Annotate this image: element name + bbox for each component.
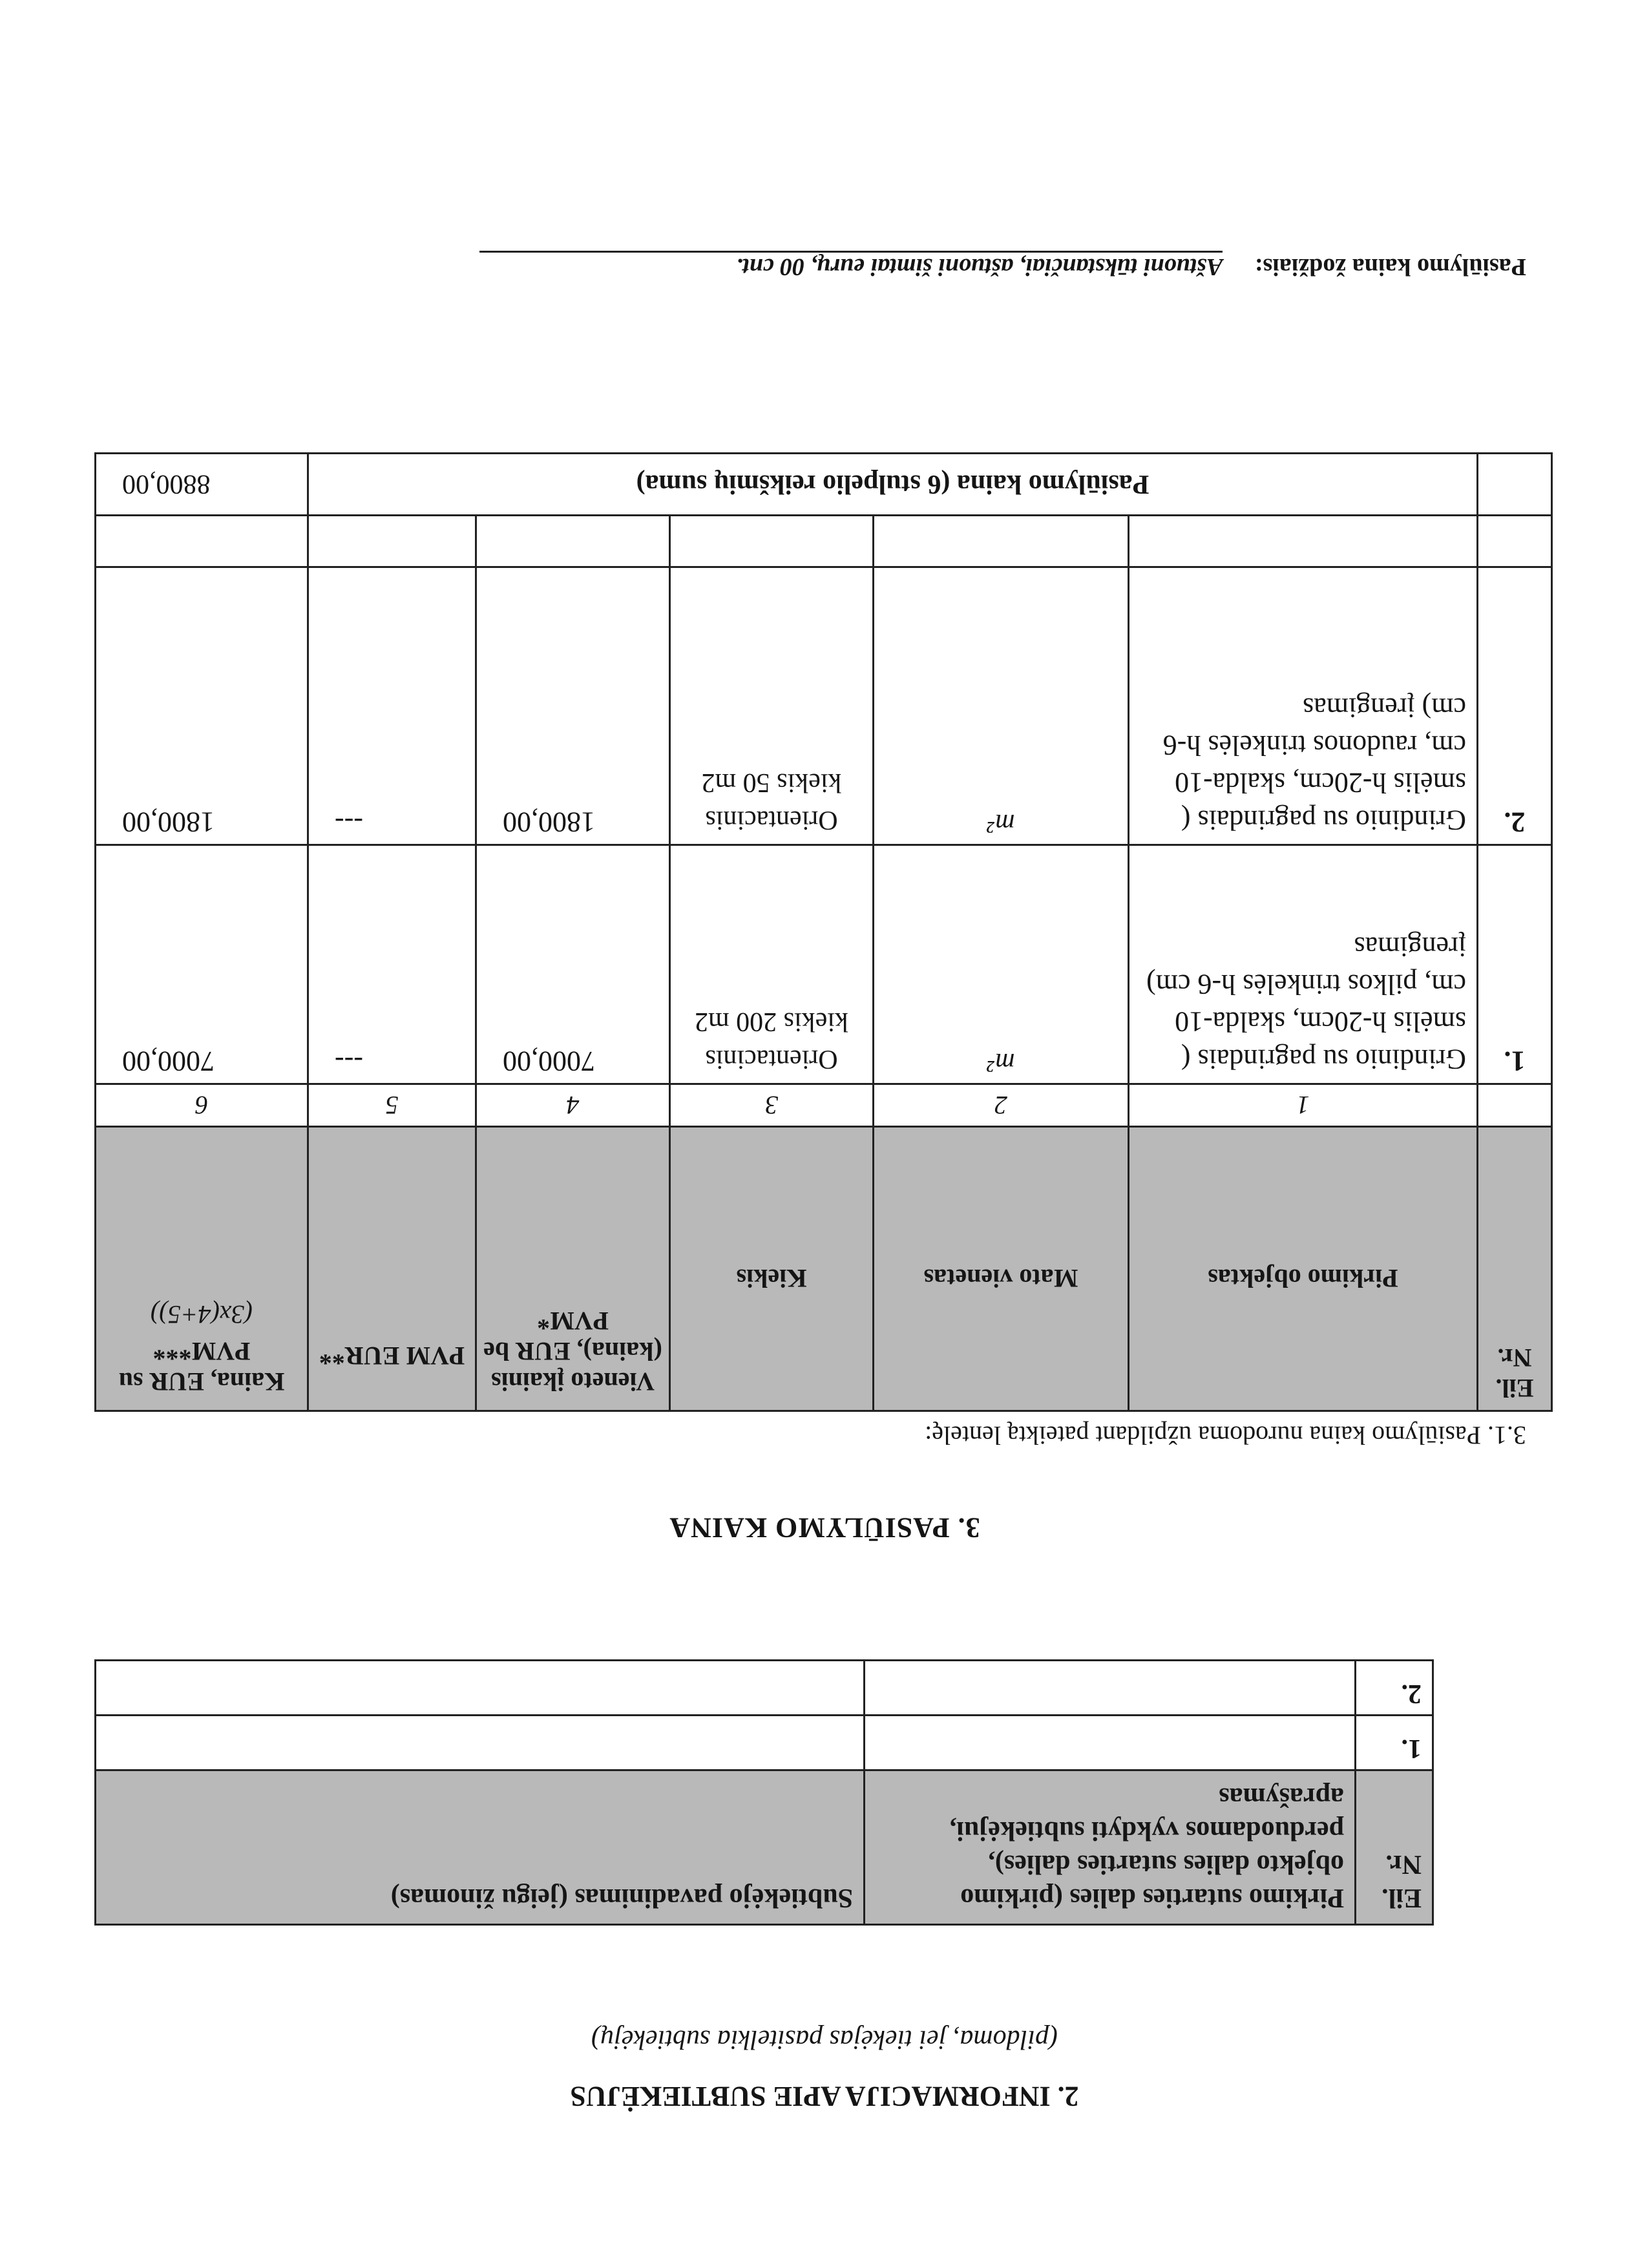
col-number: 1 <box>1129 1084 1478 1127</box>
price-in-words <box>105 251 1526 281</box>
sub-header-name: Subtiekėjo pavadinimas (jeigu žinomas) <box>96 1770 865 1925</box>
blank-cell <box>476 516 670 567</box>
blank-cell <box>1129 516 1478 567</box>
table-row <box>96 1661 1433 1716</box>
sub-header-part: Pirkimo sutarties dalies (pirkimo objekto dalies sutarties dalies), perduodamos vykdyti subtiekėjui, aprašymas <box>865 1770 1356 1925</box>
total-label: Pasiūlymo kaina (6 stulpelio reikšmių suma) <box>308 454 1478 516</box>
price-header-unit-price: Vieneto įkainis (kaina), EUR be PVM* <box>476 1127 670 1411</box>
price-words-label: Pasiūlymo kaina žodžiais: <box>1254 253 1526 280</box>
table-row <box>96 845 1552 1084</box>
blank-cell <box>96 516 308 567</box>
total-value: 8800,00 <box>96 454 308 516</box>
sub-row-name <box>96 1661 865 1716</box>
section2-title: 2. INFORMACIJA APIE SUBTIEKĖJUS <box>570 2081 1079 2112</box>
col-number: 5 <box>308 1084 476 1127</box>
row-nr: 1. <box>1478 845 1552 1084</box>
blank-cell <box>874 516 1129 567</box>
col-number: 6 <box>96 1084 308 1127</box>
col-number: 2 <box>874 1084 1129 1127</box>
price-header-price-cell <box>96 1127 308 1411</box>
row-unit: m² <box>874 845 1129 1084</box>
price-header-qty: Kiekis <box>670 1127 874 1411</box>
row-unit-price: 1800,00 <box>476 567 670 845</box>
sub-row-nr: 2. <box>1356 1661 1433 1716</box>
row-price: 1800,00 <box>96 567 308 845</box>
price-header-unit: Mato vienetas <box>874 1127 1129 1411</box>
sub-row-part <box>865 1661 1356 1716</box>
price-header-nr: Eil. Nr. <box>1478 1127 1552 1411</box>
row-vat: --- <box>308 567 476 845</box>
section3-subsection: 3.1. Pasiūlymo kaina nurodoma užpildant pateiktą lentelę: <box>925 1421 1526 1450</box>
blank-cell <box>670 516 874 567</box>
price-header-object: Pirkimo objektas <box>1129 1127 1478 1411</box>
price-header-vat: PVM EUR** <box>308 1127 476 1411</box>
price-table <box>94 452 1553 1412</box>
row-object: Grindinio su pagrindais ( smėlis h-20cm, skalda-10 cm, raudonos trinkelės h-6 cm) įrengimas <box>1129 567 1478 845</box>
col-number-blank <box>1478 1084 1552 1127</box>
sub-row-name <box>96 1716 865 1770</box>
row-price: 7000,00 <box>96 845 308 1084</box>
row-qty: Orientacinis kiekis 200 m2 <box>670 845 874 1084</box>
sub-row-nr: 1. <box>1356 1716 1433 1770</box>
row-nr: 2. <box>1478 567 1552 845</box>
price-header-formula: (3x(4+5)) <box>150 1300 253 1329</box>
blank-cell <box>1478 454 1552 516</box>
blank-cell <box>308 516 476 567</box>
section2-note: (pildoma, jei tiekėjas pasitelkia subtiekėjų) <box>591 2024 1058 2054</box>
sub-row-part <box>865 1716 1356 1770</box>
blank-cell <box>1478 516 1552 567</box>
row-qty: Orientacinis kiekis 50 m2 <box>670 567 874 845</box>
table-row <box>96 1716 1433 1770</box>
col-number: 3 <box>670 1084 874 1127</box>
row-unit: m² <box>874 567 1129 845</box>
row-unit-price: 7000,00 <box>476 845 670 1084</box>
table-row <box>96 567 1552 845</box>
sub-header-nr: Eil. Nr. <box>1356 1770 1433 1925</box>
row-vat: --- <box>308 845 476 1084</box>
section3-title: 3. PASIŪLYMO KAINA <box>669 1512 980 1544</box>
subcontractor-table <box>94 1659 1434 1926</box>
row-object: Grindinio su pagrindais ( smėlis h-20cm, skalda-10 cm, pilkos trinkelės h-6 cm) įrengimas <box>1129 845 1478 1084</box>
price-header-price: Kaina, EUR su PVM*** <box>118 1337 285 1396</box>
col-number: 4 <box>476 1084 670 1127</box>
price-words-value: Aštuoni tūkstančiai, aštuoni šimtai eurų, 00 cnt. <box>479 251 1223 281</box>
